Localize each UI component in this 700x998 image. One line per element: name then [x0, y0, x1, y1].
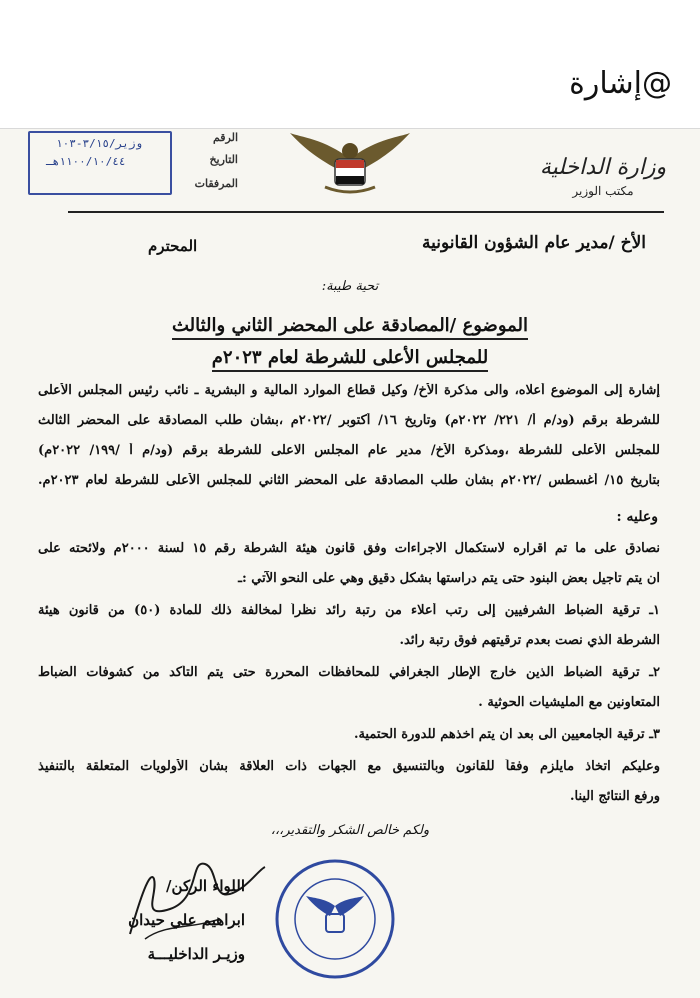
header-divider [68, 211, 664, 213]
scanned-letter [0, 128, 700, 998]
paragraph-1-line: إشارة إلى الموضوع أعلاه، والى مذكرة الأخ/ وكيل قطاع الموارد المالية و البشرية ـ نائب رئيس المجلس الأعلى [38, 383, 660, 398]
number-value: وزير/٣/١٥-١٠٣ [56, 137, 143, 150]
addressee: الأخ /مدير عام الشؤون القانونية [422, 233, 646, 253]
item-1-line: الشرطة الذي نصت بعدم ترقيتهم فوق رتبة رائد. [399, 633, 660, 648]
paragraph-1-line: للشرطة برقم (ود/م أ/ ٢٢١/ ٢٠٢٢م) وتاريخ ١٦/ أكتوبر /٢٠٢٢م ،بشأن طلب المصادقة على المحضر الثالث [38, 413, 660, 428]
wa-alaih: وعليه : [616, 509, 658, 525]
subject-line-2-text: للمجلس الأعلى للشرطة لعام ٢٠٢٣م [212, 347, 488, 372]
number-label: الرقم [212, 131, 238, 144]
paragraph-2-line: ان يتم تأجيل بعض البنود حتى يتم دراستها بشكل دقيق وهي على النحو الآتي :ـ [238, 571, 660, 586]
paragraph-1-line: للمجلس الأعلى للشرطة ،ومذكرة الأخ/ مدير عام المجلس الاعلى للشرطة برقم (ود/م أ /١٩٩/ ٢٠٢٢م) [38, 443, 660, 458]
signatory-title: وزيـر الداخليـــة [147, 945, 245, 963]
eagle-emblem-icon [285, 129, 415, 197]
office-name: مكتب الوزير [572, 184, 634, 198]
item-3-line: ٣ـ ترقية الجامعيين الى بعد ان يتم اخذهم للدورة الحتمية. [353, 727, 660, 742]
paragraph-1-line: بتاريخ ١٥/ أغسطس /٢٠٢٢م بشأن طلب المصادقة على المحضر الثاني للمجلس الأعلى للشرطة لعام ٢٠٢٣م. [38, 473, 660, 488]
greeting: تحية طيبة: [321, 279, 379, 294]
ministry-letterhead [528, 137, 678, 198]
subject-line-1 [0, 315, 700, 336]
date-label: التاريخ [209, 153, 238, 166]
attachments-label: المرفقات [194, 177, 238, 190]
paragraph-3-line: ورفع النتائج الينا. [569, 789, 660, 804]
item-2-line: المتعاونين مع المليشيات الحوثية . [478, 695, 660, 710]
channel-handle[interactable]: @إشارة [569, 66, 672, 101]
ministry-top-line [528, 137, 678, 149]
signatory-rank: اللواء الركن/ [166, 877, 245, 895]
reference-block [28, 129, 238, 199]
respect-word: المحترم [148, 237, 198, 255]
paragraph-3-line: وعليكم اتخاذ مايلزم وفقاً للقانون وبالتنسيق مع الجهات ذات العلاقة بشان الأولويات المتعلقة بالتنفيذ [38, 759, 660, 774]
subject-line-1-text: الموضوع /المصادقة على المحضر الثاني والثالث [172, 315, 528, 340]
closing-phrase: ولكم خالص الشكر والتقدير،،، [270, 823, 430, 838]
ministry-name: وزارة الداخلية [539, 155, 667, 180]
signatory-name: ابراهيم علي حيدان [128, 911, 245, 929]
item-1-line: ١ـ ترقية الضباط الشرفيين إلى رتب أعلاء من رتبة رائد نظراً لمخالفة ذلك للمادة (٥٠) من قانون هيئة [38, 603, 660, 618]
paragraph-2-line: نصادق على ما تم اقراره لاستكمال الاجراءات وفق قانون هيئة الشرطة رقم ١٥ لسنة ٢٠٠٠م ولائحته على [38, 541, 660, 556]
item-2-line: ٢ـ ترقية الضباط الذين خارج الإطار الجغرافي للمحافظات المحررة حتى يتم التأكد من كشوفات الضباط [38, 665, 660, 680]
ministry-seal-icon [270, 854, 400, 984]
date-hijri-value: ١١٠٠/١٠/٤٤هـ [46, 155, 126, 168]
app-header [0, 0, 700, 128]
subject-line-2 [0, 347, 700, 368]
